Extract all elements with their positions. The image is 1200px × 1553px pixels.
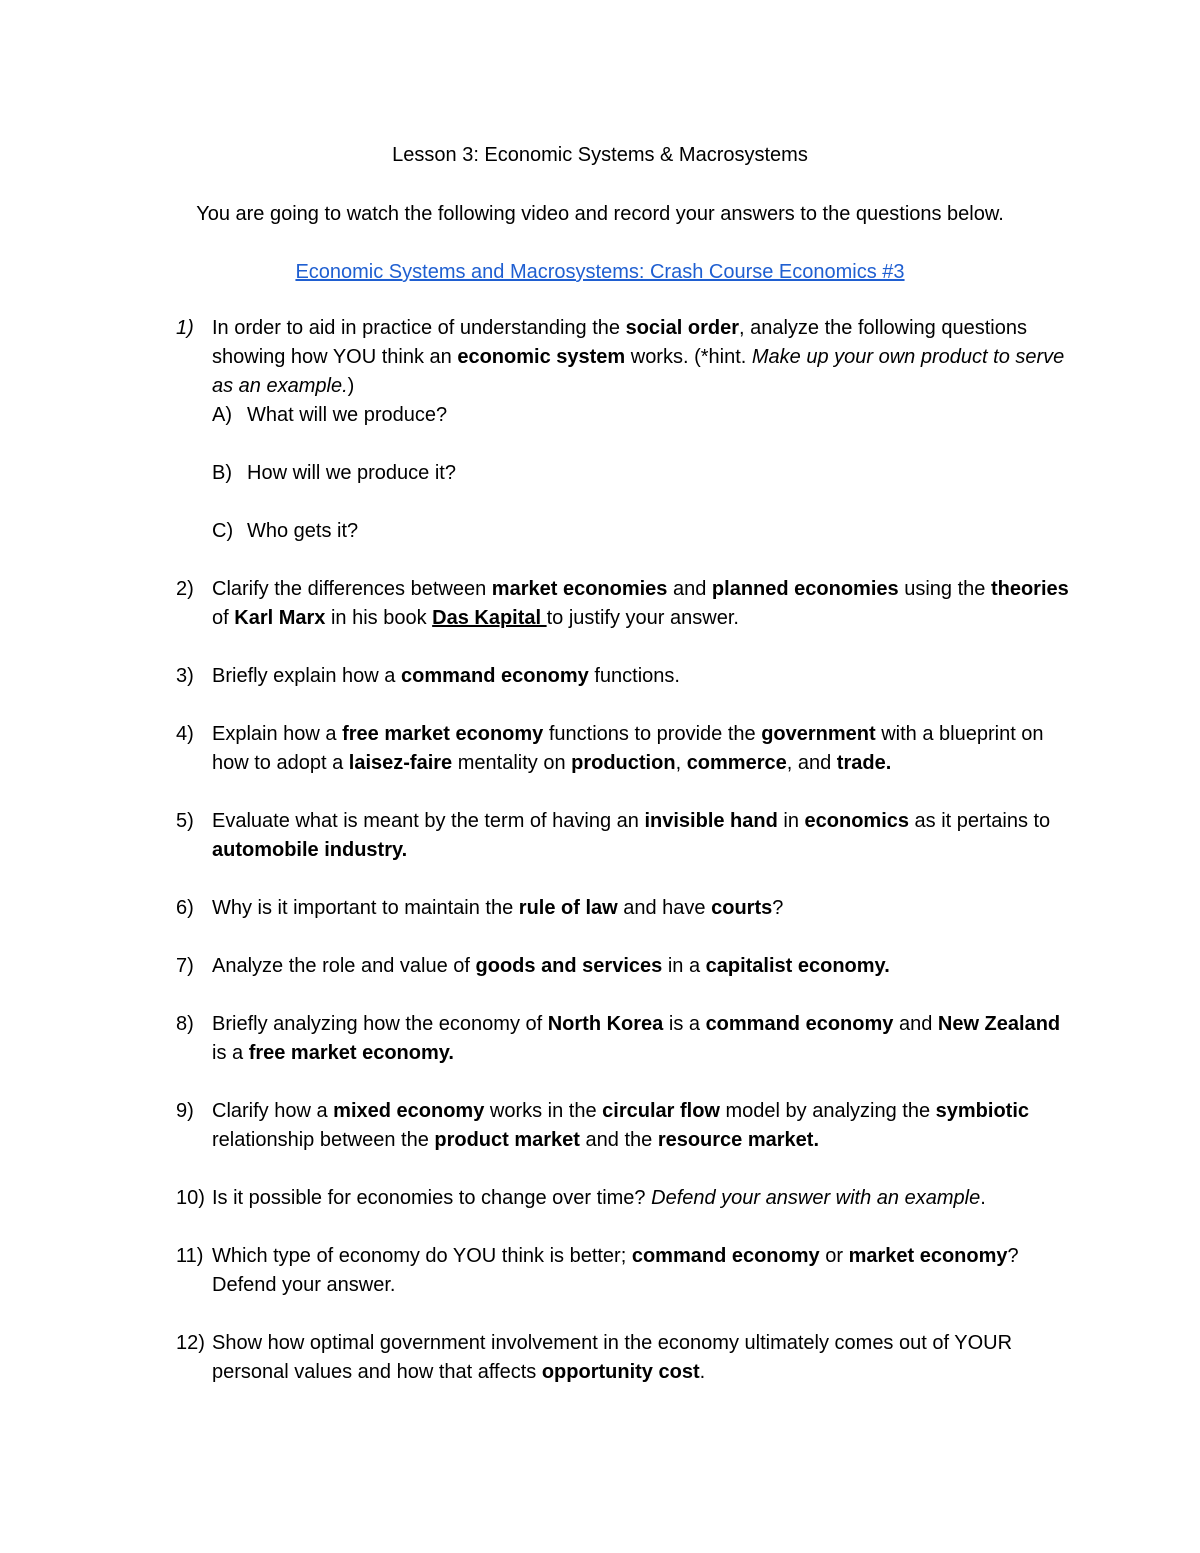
sub-question-b bbox=[212, 459, 1072, 488]
question-number: 7) bbox=[176, 955, 194, 977]
question-11 bbox=[0, 1242, 1072, 1300]
video-link[interactable]: Economic Systems and Macrosystems: Crash Course Economics #3 bbox=[295, 261, 905, 283]
question-text: Which type of economy do YOU think is better; command economy or market economy? Defend your answer. bbox=[212, 1245, 1019, 1296]
question-number: 9) bbox=[176, 1100, 194, 1122]
intro-text: You are going to watch the following video and record your answers to the questions below. bbox=[196, 203, 1004, 225]
question-7 bbox=[0, 952, 1072, 981]
question-text: In order to aid in practice of understanding the social order, analyze the following questions showing how YOU think an economic system works. (*hint. Make up your own product to serve as an example.) bbox=[212, 317, 1065, 397]
question-number: 6) bbox=[176, 897, 194, 919]
question-text: Analyze the role and value of goods and services in a capitalist economy. bbox=[212, 955, 890, 977]
question-8 bbox=[0, 1010, 1072, 1068]
question-number: 3) bbox=[176, 665, 194, 687]
sub-question-a bbox=[212, 401, 1072, 430]
question-1 bbox=[0, 314, 1072, 546]
question-2 bbox=[0, 575, 1072, 633]
question-number: 2) bbox=[176, 578, 194, 600]
question-10 bbox=[0, 1184, 1072, 1213]
question-text: Evaluate what is meant by the term of having an invisible hand in economics as it pertains to automobile industry. bbox=[212, 810, 1051, 861]
question-text: Briefly analyzing how the economy of North Korea is a command economy and New Zealand is a free market economy. bbox=[212, 1013, 1061, 1064]
question-4 bbox=[0, 720, 1072, 778]
question-text: Briefly explain how a command economy functions. bbox=[212, 665, 680, 687]
question-5 bbox=[0, 807, 1072, 865]
question-text: Clarify the differences between market economies and planned economies using the theories of Karl Marx in his book Das Kapital to justify your answer. bbox=[212, 578, 1069, 629]
question-number: 1) bbox=[176, 317, 194, 339]
video-link-line bbox=[0, 258, 1200, 287]
sub-question-letter: C) bbox=[212, 520, 234, 542]
sub-question-c bbox=[212, 517, 1072, 546]
question-number: 10) bbox=[176, 1187, 205, 1209]
question-text: Why is it important to maintain the rule of law and have courts? bbox=[212, 897, 784, 919]
question-number: 8) bbox=[176, 1013, 194, 1035]
question-number: 5) bbox=[176, 810, 194, 832]
sub-question-text: What will we produce? bbox=[247, 404, 448, 426]
question-12 bbox=[0, 1329, 1072, 1387]
sub-question-letter: B) bbox=[212, 462, 232, 484]
sub-question-text: How will we produce it? bbox=[247, 462, 456, 484]
question-text: Clarify how a mixed economy works in the circular flow model by analyzing the symbiotic relationship between the product market and the resource market. bbox=[212, 1100, 1030, 1151]
page-title: Lesson 3: Economic Systems & Macrosystems bbox=[392, 144, 808, 166]
question-number: 11) bbox=[176, 1245, 204, 1267]
sub-question-letter: A) bbox=[212, 404, 232, 426]
question-3 bbox=[0, 662, 1072, 691]
question-text: Explain how a free market economy functions to provide the government with a blueprint on how to adopt a laisez-faire mentality on production, commerce, and trade. bbox=[212, 723, 1044, 774]
question-number: 4) bbox=[176, 723, 194, 745]
question-list bbox=[0, 314, 1200, 1387]
question-number: 12) bbox=[176, 1332, 205, 1354]
question-9 bbox=[0, 1097, 1072, 1155]
question-text: Is it possible for economies to change over time? Defend your answer with an example. bbox=[212, 1187, 986, 1209]
question-text: Show how optimal government involvement in the economy ultimately comes out of YOUR personal values and how that affects opportunity cost. bbox=[212, 1332, 1013, 1383]
sub-question-text: Who gets it? bbox=[247, 520, 359, 542]
question-6 bbox=[0, 894, 1072, 923]
